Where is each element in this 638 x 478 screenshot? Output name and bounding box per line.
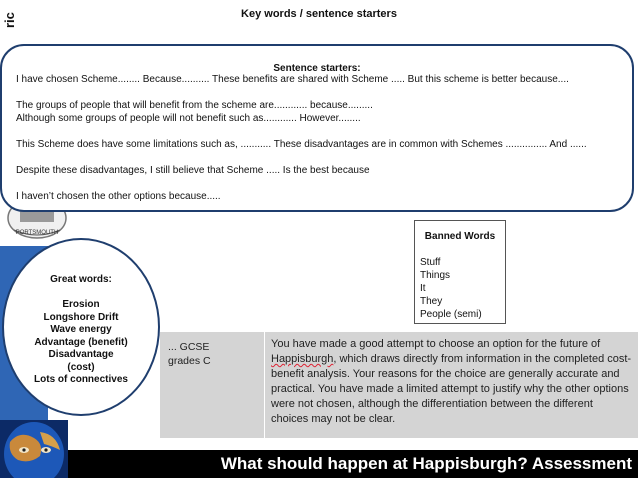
banned-words-title: Banned Words [424,231,496,242]
sentence-starters-title: Sentence starters: [273,63,361,74]
great-words-circle [2,238,160,416]
great-words-title: Great words: [50,274,112,285]
feedback-place-name: Happisburgh [271,353,334,365]
great-word: Lots of connectives [34,374,128,385]
feedback-text: You have made a good attempt to choose an option for the future of [271,338,601,350]
grade-line: grades C [168,355,211,367]
side-title-fragment: ric [2,12,17,28]
feedback-text: , which draws directly from information in the completed cost-benefit analysis. Your reasons for the choice are generally accurate and practical. You have made a limited attempt to justify why the other options were not chosen, although the differentiation between the different choices may not be clear. [271,353,632,425]
great-word: Erosion [62,299,100,310]
banned-word: It [420,283,426,294]
footer-banner: What should happen at Happisburgh? Assessment [68,450,638,478]
sentence-starters-box [0,44,634,212]
starter-line: This Scheme does have some limitations such as, ........... These disadvantages are in common with Schemes ............... And ...... [16,139,587,150]
banned-word: They [420,296,443,307]
starter-line: I haven’t chosen the other options because..... [16,191,221,202]
great-words-list [4,299,158,387]
banned-word: Things [420,270,451,281]
page-title: Key words / sentence starters [241,8,397,20]
great-word: Disadvantage [48,349,114,360]
grade-line: ... GCSE [168,341,210,353]
great-word: (cost) [67,361,95,373]
great-word: Advantage (benefit) [34,336,128,348]
banned-words-list [420,256,482,321]
starter-line: I have chosen Scheme........ Because.......... These benefits are shared with Scheme ..... But this scheme is better because.... [16,74,569,85]
starter-line: Despite these disadvantages, I still believe that Scheme ..... Is the best because [16,165,370,176]
globe-face-icon [0,420,68,478]
great-word: Longshore Drift [43,311,119,323]
starter-line: The groups of people that will benefit from the scheme are............ because......... [16,100,373,111]
feedback-cell [265,332,638,438]
banned-words-box [414,220,506,324]
grade-table [160,332,638,438]
seal-text: PORTSMOUTH [15,230,59,236]
starter-line: Although some groups of people will not benefit such as............ However........ [16,113,361,124]
banned-word: Stuff [420,257,441,268]
great-word: Wave energy [50,324,112,335]
grade-cell [160,332,264,438]
banned-word: People (semi) [420,309,482,320]
